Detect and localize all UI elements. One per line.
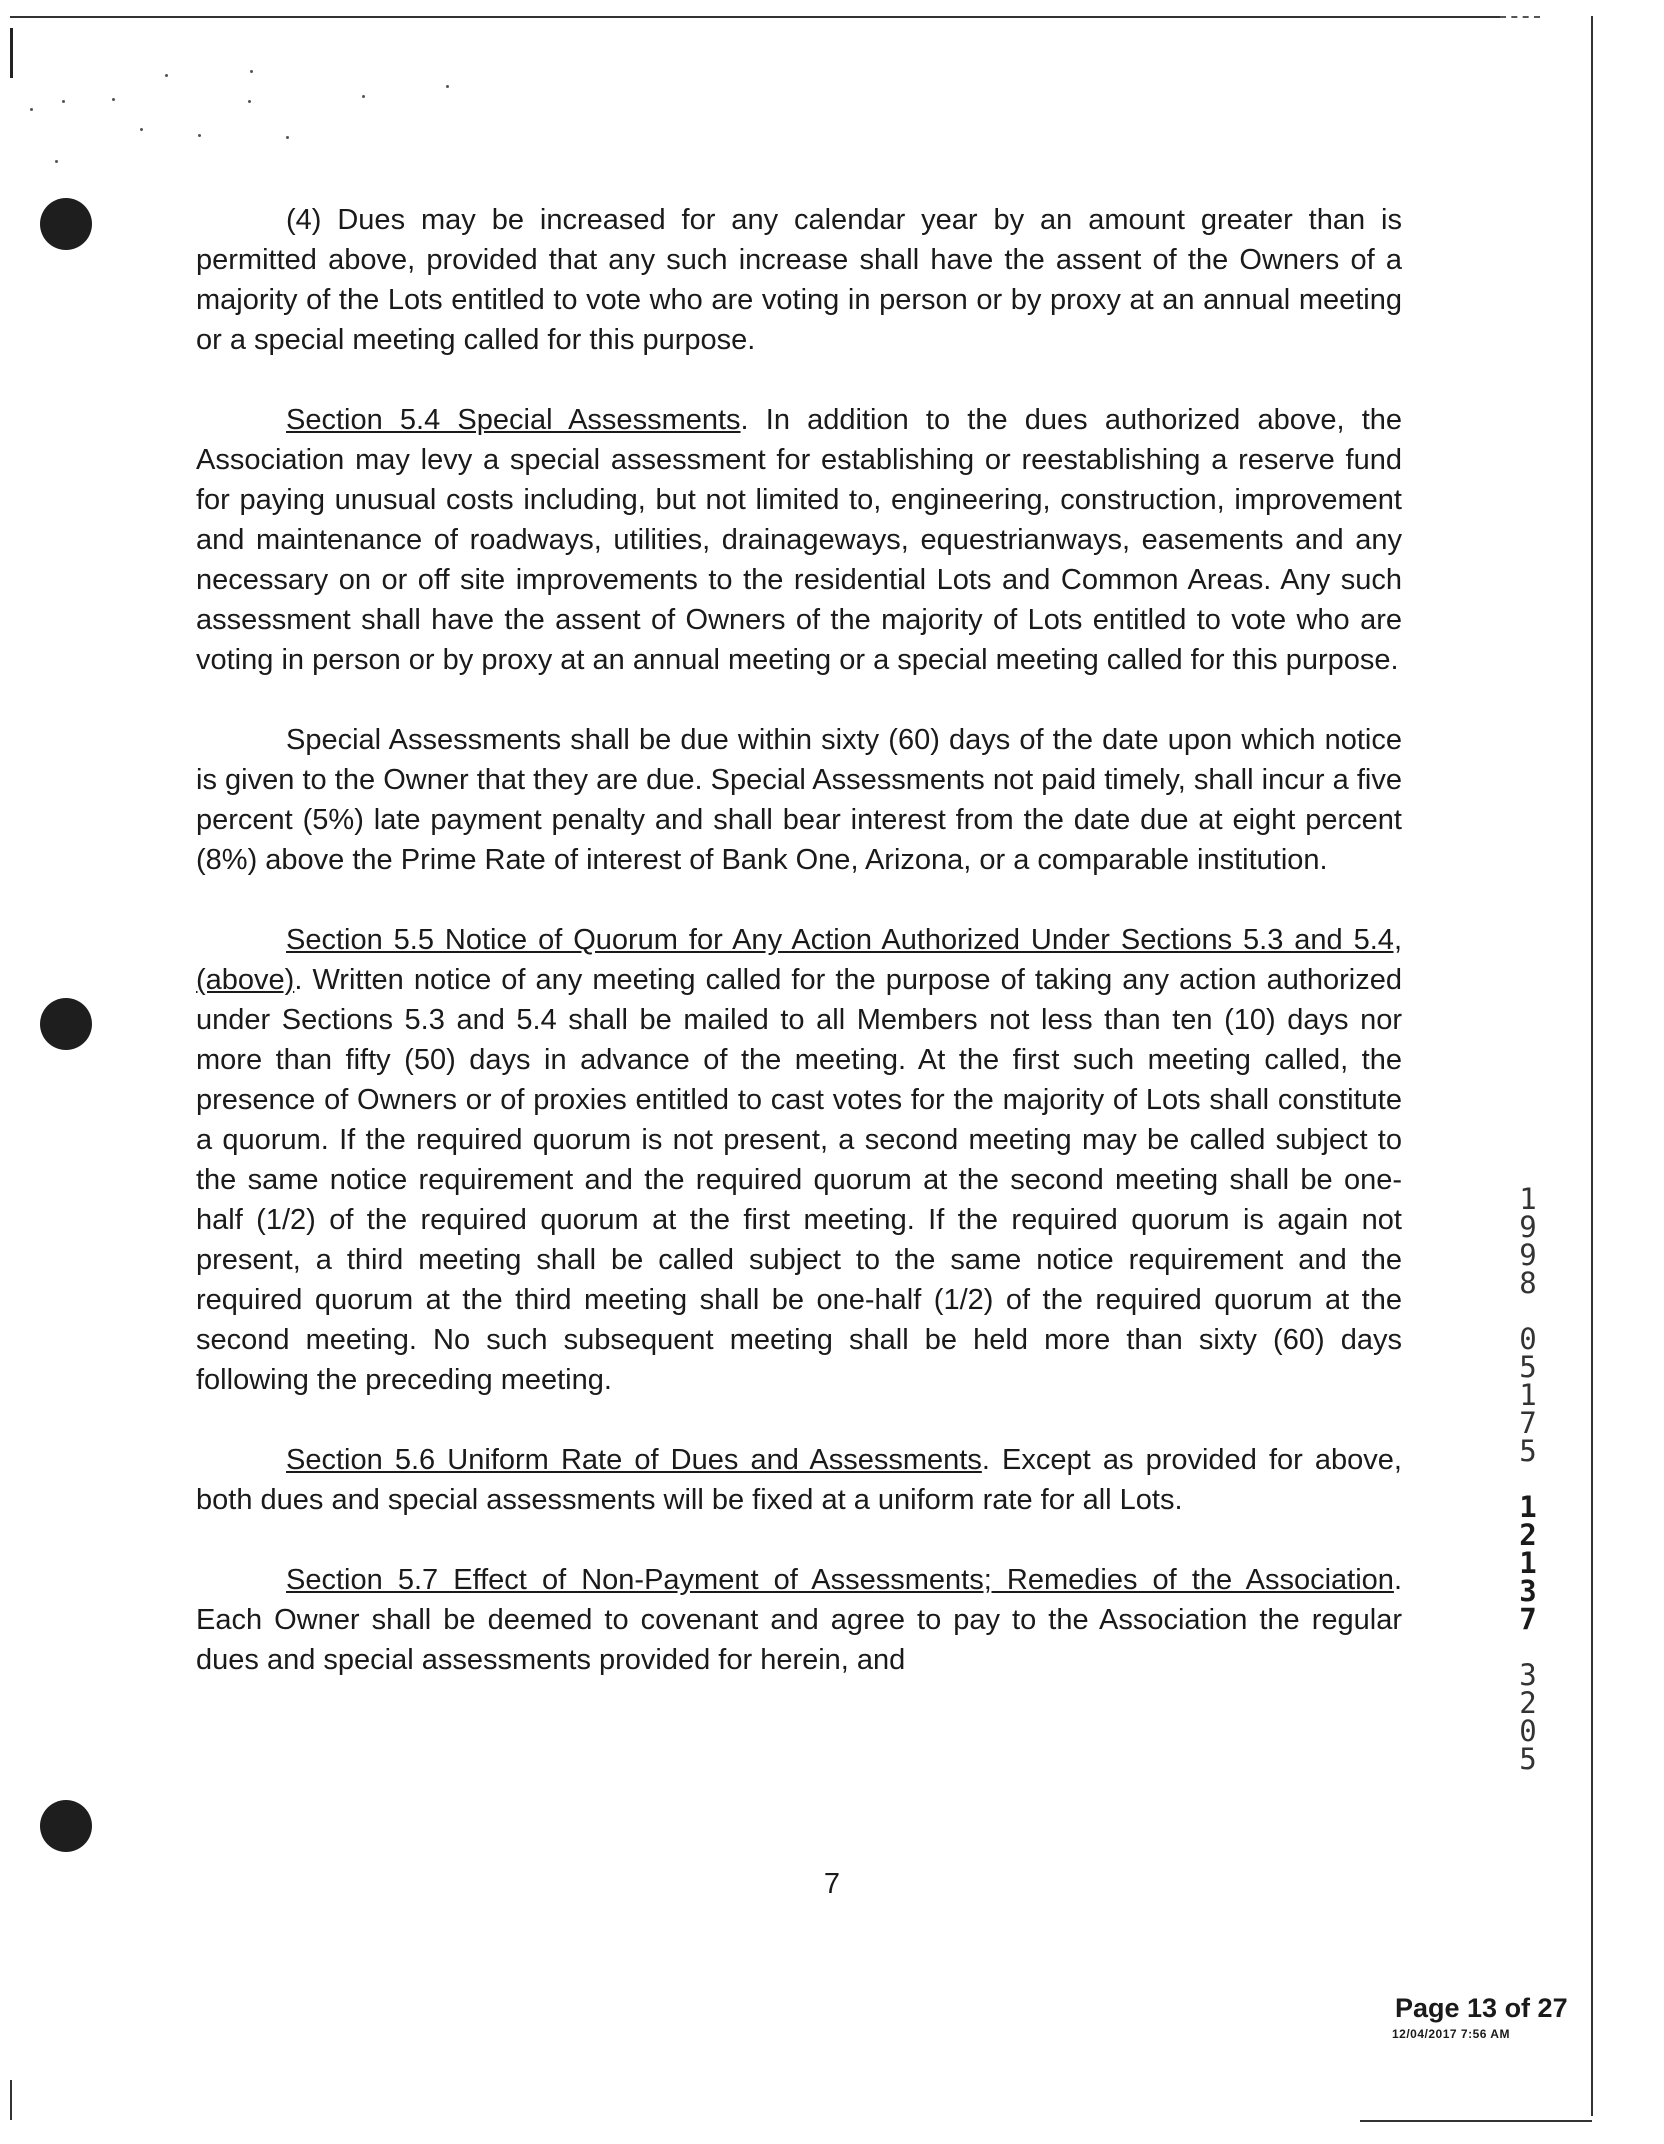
scan-frame-top-dash <box>1500 16 1540 18</box>
section-5-4 <box>196 400 1402 680</box>
section-heading: Section 5.5 Notice of Quorum for Any Action Authorized Under Sections 5.3 and 5.4, (above) <box>196 924 1402 996</box>
scan-frame-left <box>10 28 13 78</box>
section-5-5 <box>196 920 1402 1400</box>
scan-speck <box>362 95 365 98</box>
recording-digit: 0 <box>1519 1714 1537 1748</box>
paragraph-text: (4) Dues may be increased for any calendar year by an amount greater than is permitted above, provided that any such increase shall have the assent of the Owners of a majority of the Lots entitled to vote who are voting in person or by proxy at an annual meeting or a special meeting called for this purpose. <box>196 204 1402 356</box>
scan-speck <box>248 100 251 103</box>
scan-speck <box>112 98 115 101</box>
scan-speck <box>30 108 33 111</box>
scan-frame-bottom <box>1360 2120 1592 2122</box>
section-text: . Written notice of any meeting called for the purpose of taking any action authorized under Sections 5.3 and 5.4 shall be mailed to all Members not less than ten (10) days nor more than fifty (50) days in advance of the meeting. At the first such meeting called, the presence of Owners or of proxies entitled to cast votes for the majority of Lots shall constitute a quorum. If the required quorum is not present, a second meeting may be called subject to the same notice requirement and the required quorum at the second meeting shall be one-half (1/2) of the required quorum at the first meeting. If the required quorum is again not present, a third meeting shall be called subject to the same notice requirement and the required quorum at the third meeting shall be one-half (1/2) of the required quorum at the second meeting. No such subsequent meeting shall be held more than sixty (60) days following the preceding meeting. <box>196 964 1402 1396</box>
scan-speck <box>55 160 58 163</box>
paragraph-special-assessments-due <box>196 720 1402 880</box>
recording-digit: 1 <box>1519 1490 1537 1524</box>
paragraph-text: Special Assessments shall be due within sixty (60) days of the date upon which notice is given to the Owner that they are due. Special Assessments not paid timely, shall incur a five percent (5%) late payment penalty and shall bear interest from the date due at eight percent (8%) above the Prime Rate of interest of Bank One, Arizona, or a comparable institution. <box>196 724 1402 876</box>
section-text: . In addition to the dues authorized above, the Association may levy a special assessment for establishing or reestablishing a reserve fund for paying unusual costs including, but not limited to, engineering, construction, improvement and maintenance of roadways, utilities, drainageways, equestrianways, easements and any necessary on or off site improvements to the residential Lots and Common Areas. Any such assessment shall have the assent of Owners of the majority of Lots entitled to vote who are voting in person or by proxy at an annual meeting or a special meeting called for this purpose. <box>196 404 1403 676</box>
recording-digit: 3 <box>1519 1574 1537 1608</box>
section-heading: Section 5.6 Uniform Rate of Dues and Assessments <box>286 1444 982 1476</box>
scan-speck <box>62 100 65 103</box>
recording-digit: 1 <box>1519 1378 1537 1412</box>
section-5-7 <box>196 1560 1402 1680</box>
recording-digit: 5 <box>1519 1742 1537 1776</box>
binder-hole <box>40 998 92 1050</box>
recording-digit: 5 <box>1519 1350 1537 1384</box>
recording-number <box>1508 1182 1548 1801</box>
section-heading: Section 5.4 Special Assessments <box>286 404 741 436</box>
scan-speck <box>165 74 168 77</box>
scan-speck <box>140 128 143 131</box>
section-text: . Each Owner shall be deemed to covenant and agree to pay to the Association the regular dues and special assessments provided for herein, and <box>196 1564 1402 1676</box>
document-body <box>196 200 1402 1720</box>
scan-frame-top <box>10 16 1500 18</box>
recording-digit: 1 <box>1519 1546 1537 1580</box>
recording-digit: 0 <box>1519 1322 1537 1356</box>
page-number: 7 <box>823 1868 841 1900</box>
recording-digit: 1 <box>1519 1182 1537 1216</box>
section-heading: Section 5.7 Effect of Non-Payment of Assessments; Remedies of the Association <box>286 1564 1394 1596</box>
recording-digit: 2 <box>1519 1518 1537 1552</box>
recording-group <box>1508 1658 1548 1776</box>
binder-hole <box>40 198 92 250</box>
section-text: . Except as provided for above, both dues and special assessments will be fixed at a uniform rate for all Lots. <box>196 1444 1402 1516</box>
scan-speck <box>250 70 253 73</box>
scan-speck <box>446 85 449 88</box>
stamp-datetime: 12/04/2017 7:56 AM <box>1392 2027 1510 2041</box>
section-5-6 <box>196 1440 1402 1520</box>
scan-frame-left-lower <box>10 2080 12 2120</box>
recording-digit: 2 <box>1519 1686 1537 1720</box>
recording-digit: 7 <box>1519 1602 1537 1636</box>
paragraph-dues-increase <box>196 200 1402 360</box>
page-count-stamp: Page 13 of 27 <box>1395 1993 1568 2023</box>
scan-frame-right <box>1591 16 1593 2116</box>
recording-group <box>1508 1490 1548 1636</box>
recording-group <box>1508 1322 1548 1468</box>
recording-digit: 3 <box>1519 1658 1537 1692</box>
recording-group <box>1508 1182 1548 1300</box>
recording-digit: 9 <box>1519 1238 1537 1272</box>
recording-digit: 5 <box>1519 1434 1537 1468</box>
recording-digit: 8 <box>1519 1266 1537 1300</box>
recording-digit: 7 <box>1519 1406 1537 1440</box>
binder-hole <box>40 1800 92 1852</box>
scan-speck <box>198 134 201 137</box>
recording-digit: 9 <box>1519 1210 1537 1244</box>
scan-speck <box>286 136 289 139</box>
